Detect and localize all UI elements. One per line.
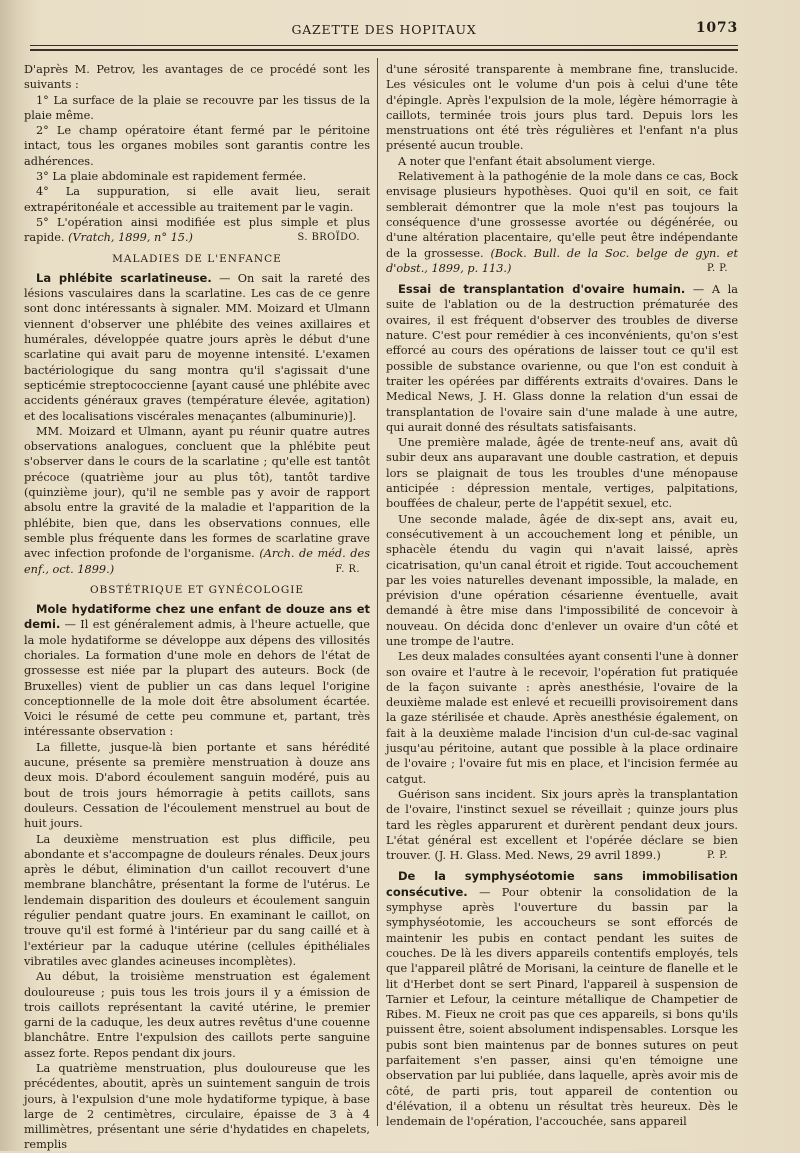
author-signature: P. P. bbox=[706, 850, 728, 862]
paragraph: A noter que l'enfant était absolument vierge. bbox=[398, 154, 656, 168]
article-paragraph bbox=[24, 602, 370, 740]
section-heading-obstetrics: OBSTÉTRIQUE ET GYNÉCOLOGIE bbox=[89, 583, 305, 596]
reference: (Vratch, 1899, n° 15.) bbox=[68, 231, 193, 245]
paragraph: Au début, la troisième menstruation est également douloureuse ; puis tous les trois jours il y a émission de trois caillots représentant la cavité utérine, le premier garni de la caduque, les deux autres revêtus d'une couenne blanchâtre. Entre l'expulsion des caillots perte sanguine assez forte. Repos pendant dix jours. bbox=[24, 970, 370, 1060]
header-rule-thin bbox=[30, 45, 738, 46]
journal-title: GAZETTE DES HOPITAUX bbox=[291, 22, 477, 37]
article-text: — On sait la rareté des lésions vasculaires dans la scarlatine. Les cas de ce genre sont donc intéressants à signaler. MM. Moizard et Ulmann viennent d'observer une phlébite des veines axillaires et humérales, développée quatre jours après le début d'une scarlatine qui avait paru de moyenne intensité. L'examen bactériologique du sang montra qu'il s'agissait d'une septicémie streptococcienne [ayant causé une phlébite avec accidents généraux graves (température élevée, agitation) et des localisations viscérales menaçantes (albuminurie)]. bbox=[24, 271, 370, 423]
article-text: — Il est généralement admis, à l'heure actuelle, que la mole hydatiforme se développe aux dépens des villosités choriales. La formation d'une mole en dehors de l'état de grossesse est niée par la plupart des auteurs. Bock (de Bruxelles) vient de publier un cas dans lequel l'origine conceptionnelle de la mole doit être absolument écartée. Voici le résumé de cette peu commune et, partant, très intéressante observation : bbox=[24, 618, 370, 739]
paragraph: La fillette, jusque-là bien portante et sans hérédité aucune, présente sa première menstruation à douze ans deux mois. D'abord écoulement sanguin modéré, puis au bout de trois jours hémorragie à petits caillots, sans douleurs. Cessation de l'écoulement menstruel au bout de huit jours. bbox=[24, 740, 370, 831]
article-paragraph bbox=[386, 282, 738, 435]
paragraph bbox=[386, 169, 738, 276]
header-rule-thick bbox=[30, 49, 738, 51]
reference: (J. H. Glass. Med. News, 29 avril 1899.) bbox=[434, 849, 661, 863]
list-item: 3° La plaie abdominale est rapidement fermée. bbox=[36, 170, 307, 184]
article-paragraph bbox=[24, 424, 370, 577]
paragraph: Une première malade, âgée de trente-neuf ans, avait dû subir deux ans auparavant une double castration, et depuis lors se plaignait de tous les troubles d'une ménopause anticipée : dépression mentale, vertiges, palpitations, bouffées de chaleur, perte de l'appétit sexuel, etc. bbox=[386, 436, 738, 511]
list-item: 4° La suppuration, si elle avait lieu, serait extrapéritonéale et accessible au traitement par le vagin. bbox=[24, 185, 370, 214]
reference: (Arch. de méd. des enf., oct. 1899.) bbox=[24, 547, 370, 576]
article-title: La phlébite scarlatineuse. bbox=[36, 270, 212, 285]
left-column bbox=[24, 62, 370, 1152]
reference: (Bock. Bull. de la Soc. belge de gyn. et d'obst., 1899, p. 113.) bbox=[386, 246, 738, 275]
paragraph: La deuxième menstruation est plus difficile, peu abondante et s'accompagne de douleurs rénales. Deux jours après le début, élimination d'un caillot recouvert d'une membrane blanchâtre, présentant la forme de l'utérus. Le lendemain disparition des douleurs et écoulement sanguin régulier pendant quatre jours. En examinant le caillot, on trouve qu'il est formé à l'intérieur par du sang caillé et à l'extérieur par la caduque utérine (cellules épithéliales vibratiles avec glandes acineuses incomplètes). bbox=[24, 832, 370, 968]
article-paragraph bbox=[386, 869, 738, 1129]
paragraph: D'après M. Petrov, les avantages de ce procédé sont les suivants : bbox=[24, 63, 370, 92]
paragraph: Une seconde malade, âgée de dix-sept ans, avait eu, consécutivement à un accouchement long et pénible, un sphacèle étendu du vagin qui n'avait laissé, après cicatrisation, qu'un canal étroit et rigide. Tout accouchement par les voies naturelles devenant impossible, la malade, en prévision d'une opération césarienne éventuelle, avait demandé à être mise dans l'impossibilité de concevoir à nouveau. On décida donc d'enlever un ovaire d'un côté et une trompe de l'autre. bbox=[386, 512, 738, 648]
article-title: Essai de transplantation d'ovaire humain. bbox=[398, 282, 686, 297]
article-text: Relativement à la pathogénie de la mole dans ce cas, Bock envisage plusieurs hypothèses. Quoi qu'il en soit, ce fait semblerait démontrer que la mole n'est pas toujours la conséquence d'une grossesse avortée ou dégénérée, ou d'une altération placentaire, qu'elle peut être indépendante de la grossesse. bbox=[386, 170, 738, 260]
section-heading-childhood: MALADIES DE L'ENFANCE bbox=[112, 252, 282, 265]
article-text: Guérison sans incident. Six jours après la transplantation de l'ovaire, l'instinct sexuel se réveillait ; quinze jours plus tard les règles apparurent et durèrent pendant deux jours. L'état général est excellent et l'opérée déclare se bien trouver. bbox=[386, 787, 738, 863]
column-divider bbox=[377, 58, 378, 1126]
page-number: 1073 bbox=[695, 20, 738, 36]
list-item bbox=[24, 215, 370, 246]
paragraph: Les deux malades consultées ayant consenti l'une à donner son ovaire et l'autre à le recevoir, l'opération fut pratiquée de la façon suivante : après anesthésie, l'ovaire de la deuxième malade est enlevé et recueilli provisoirement dans la gaze stérilisée et chaude. Après anesthésie également, on fait à la deuxième malade l'incision d'un cul-de-sac vaginal jusqu'au péritoine, autant que possible à la place ordinaire de l'ovaire ; l'ovaire fut mis en place, et l'incision fermée au catgut. bbox=[386, 650, 738, 786]
author-signature: F. R. bbox=[335, 563, 360, 575]
page-header bbox=[30, 18, 738, 44]
article-text: — Pour obtenir la consolidation de la symphyse après l'ouverture du bassin par la symphyséotomie, les accoucheurs se sont efforcés de maintenir les pubis en contact pendant les suites de couches. De là les divers appareils contentifs employés, tels que l'appareil plâtré de Morisani, la ceinture de flanelle et le lit d'Herbet dont se sert Pinard, l'appareil à suspension de Tarnier et Lefour, la ceinture métallique de Champetier de Ribes. M. Fieux ne croit pas que ces appareils, si bons qu'ils puissent être, soient absolument indispensables. Lorsque les pubis sont bien maintenus par de bonnes sutures on peut parfaitement s'en passer, ainsi qu'en témoigne une observation par lui publiée, dans laquelle, après avoir mis de côté, de parti pris, tout appareil de contention ou d'élévation, il a obtenu un résultat très heureux. Dès le lendemain de l'opération, l'accouchée, sans appareil bbox=[386, 885, 738, 1129]
article-text: MM. Moizard et Ulmann, ayant pu réunir quatre autres observations analogues, concluent que la phlébite peut s'observer dans le cours de la scarlatine ; qu'elle est tantôt précoce (quatrième jour au plus tôt), tantôt tardive (quinzième jour), qu'il ne semble pas y avoir de rapport absolu entre la gravité de la maladie et l'apparition de la phlébite, bien que, dans les observations connues, elle semble plus fréquente dans les formes de scarlatine grave avec infection profonde de l'organisme. bbox=[24, 424, 370, 561]
author-signature: S. BROÏDO. bbox=[297, 232, 360, 244]
list-item: 1° La surface de la plaie se recouvre par les tissus de la plaie même. bbox=[24, 93, 370, 122]
paragraph: La quatrième menstruation, plus douloureuse que les précédentes, aboutit, après un suintement sanguin de trois jours, à l'expulsion d'une mole hydatiforme typique, à base large de 2 centimètres, circulaire, épaisse de 3 à 4 millimètres, présentant une série d'hydatides en chapelets, remplis bbox=[24, 1062, 370, 1152]
list-item: 2° Le champ opératoire étant fermé par le péritoine intact, tous les organes mobiles sont garantis contre les adhérences. bbox=[24, 124, 370, 168]
article-paragraph bbox=[24, 271, 370, 424]
paragraph bbox=[386, 787, 738, 863]
right-column bbox=[386, 62, 738, 1131]
author-signature: P. P. bbox=[706, 262, 728, 274]
article-text: — A la suite de l'ablation ou de la destruction prématurée des ovaires, il est fréquent d'observer des troubles de diverse nature. C'est pour remédier à ces inconvénients, qu'on s'est efforcé au cours des opérations de laisser tout ce qu'il est possible de substance ovarienne, ou que l'on est conduit à traiter les opérées par différents extraits d'ovaires. Dans le Medical News, J. H. Glass donne la relation d'un essai de transplantation de l'ovaire sain d'une malade à une autre, qui aurait donné des résultats satisfaisants. bbox=[386, 283, 738, 434]
article-title: Mole hydatiforme chez une enfant de douze ans et demi. bbox=[24, 602, 370, 632]
article-title: De la symphyséotomie sans immobilisation consécutive. bbox=[386, 869, 738, 899]
item-text: 5° L'opération ainsi modifiée est plus simple et plus rapide. bbox=[24, 215, 370, 245]
paragraph: d'une sérosité transparente à membrane fine, translucide. Les vésicules ont le volume d'un pois à celui d'une tête d'épingle. Après l'expulsion de la mole, légère hémorragie à caillots, terminée trois jours plus tard. Depuis lors les menstruations ont été très régulières et l'enfant n'a plus présenté aucun trouble. bbox=[386, 63, 738, 153]
